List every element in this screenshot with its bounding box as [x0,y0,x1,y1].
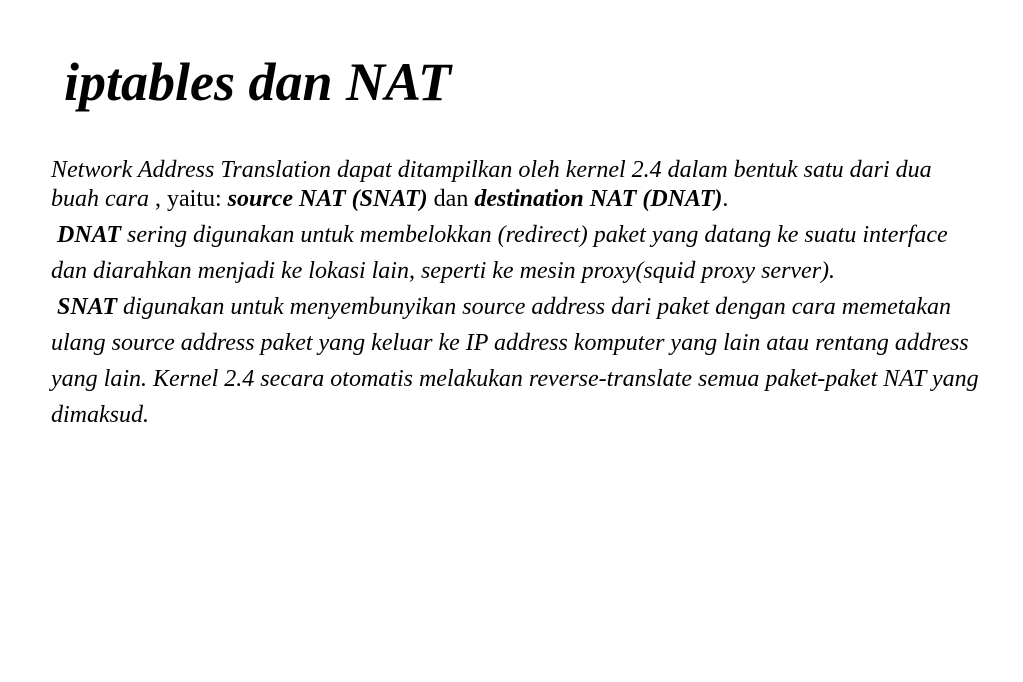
dnat-paragraph [51,217,981,289]
snat-paragraph [51,289,981,433]
intro-paragraph [51,156,981,214]
snat-description: digunakan untuk menyembunyikan source address dari paket dengan cara memetakan ulang source address paket yang keluar ke IP address komputer yang lain atau rentang address yang lain. Kernel 2.4 secara otomatis melakukan reverse-translate semua paket-paket NAT yang dimaksud. [51,294,979,428]
slide-title: iptables dan NAT [64,52,452,112]
intro-text: Network Address Translation dapat ditampilkan oleh kernel 2.4 dalam bentuk satu dari dua buah cara [51,157,932,212]
dnat-term-intro: destination NAT (DNAT) [474,186,723,212]
dnat-term: DNAT [57,222,122,248]
dnat-description: sering digunakan untuk membelokkan (redirect) paket yang datang ke suatu interface dan diarahkan menjadi ke lokasi lain, seperti ke mesin proxy(squid proxy server). [51,222,948,284]
intro-and: dan [427,186,475,212]
snat-term-intro: source NAT (SNAT) [227,186,428,212]
intro-period: . [722,186,729,212]
snat-term: SNAT [57,294,118,320]
slide-body [51,156,981,433]
intro-connector: , yaitu: [149,186,228,212]
